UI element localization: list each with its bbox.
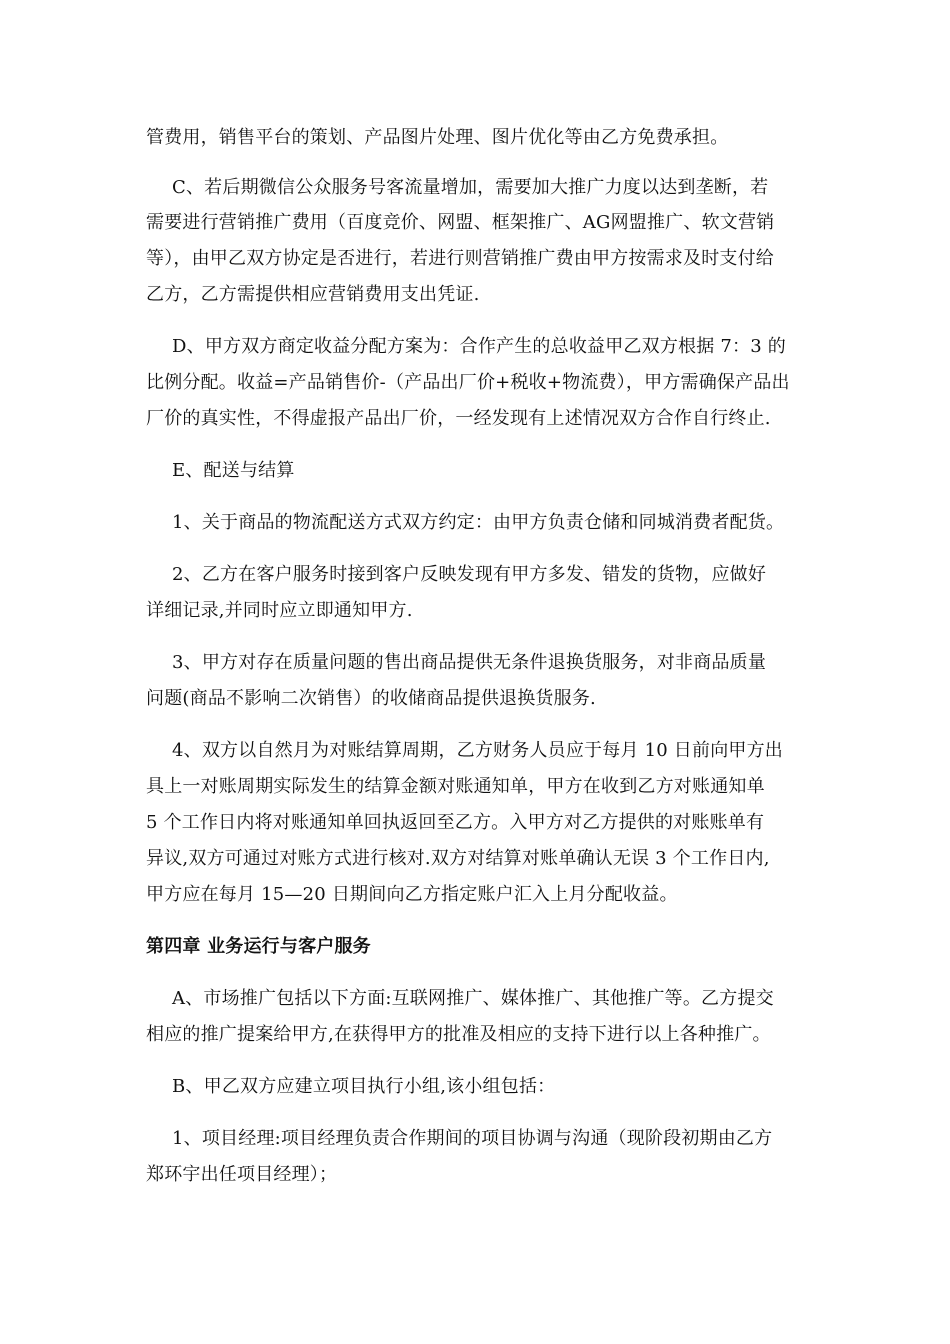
chapter-heading: 第四章 业务运行与客户服务 [146, 936, 371, 957]
paragraph-line: 需要进行营销推广费用（百度竞价、网盟、框架推广、AG网盟推广、软文营销 [146, 212, 775, 233]
paragraph-line: C、若后期微信公众服务号客流量增加，需要加大推广力度以达到垄断，若 [172, 177, 769, 198]
paragraph-line: 具上一对账周期实际发生的结算金额对账通知单，甲方在收到乙方对账通知单 [146, 776, 765, 797]
paragraph-line: 问题(商品不影响二次销售）的收储商品提供退换货服务. [146, 688, 596, 709]
paragraph-line: 乙方，乙方需提供相应营销费用支出凭证. [146, 284, 480, 305]
paragraph-line: 厂价的真实性，不得虚报产品出厂价，一经发现有上述情况双方合作自行终止. [146, 408, 771, 429]
paragraph-line: 3、甲方对存在质量问题的售出商品提供无条件退换货服务，对非商品质量 [172, 652, 767, 673]
paragraph-line: 等），由甲乙双方协定是否进行，若进行则营销推广费由甲方按需求及时支付给 [146, 248, 774, 269]
paragraph-line: 异议,双方可通过对账方式进行核对.双方对结算对账单确认无误 3 个工作日内, [146, 848, 770, 869]
paragraph-line: 1、项目经理:项目经理负责合作期间的项目协调与沟通（现阶段初期由乙方 [172, 1128, 773, 1149]
paragraph-line: 相应的推广提案给甲方,在获得甲方的批准及相应的支持下进行以上各种推广。 [146, 1024, 771, 1045]
paragraph-line: D、甲方双方商定收益分配方案为：合作产生的总收益甲乙双方根据 7：3 的 [172, 336, 786, 357]
paragraph-line: 详细记录,并同时应立即通知甲方. [146, 600, 413, 621]
paragraph-line: 郑环宇出任项目经理）； [146, 1164, 338, 1185]
paragraph-line: 4、双方以自然月为对账结算周期，乙方财务人员应于每月 10 日前向甲方出 [172, 740, 783, 761]
paragraph-line: 比例分配。收益=产品销售价-（产品出厂价+税收+物流费），甲方需确保产品出 [146, 372, 790, 393]
paragraph-line: 1、关于商品的物流配送方式双方约定：由甲方负责仓储和同城消费者配货。 [172, 512, 785, 533]
paragraph-line: 2、乙方在客户服务时接到客户反映发现有甲方多发、错发的货物，应做好 [172, 564, 767, 585]
paragraph-line: 5 个工作日内将对账通知单回执返回至乙方。入甲方对乙方提供的对账账单有 [146, 812, 765, 833]
paragraph-line: 管费用，销售平台的策划、产品图片处理、图片优化等由乙方免费承担。 [146, 127, 729, 148]
paragraph-line: E、配送与结算 [172, 460, 295, 481]
paragraph-line: B、甲乙双方应建立项目执行小组,该小组包括： [172, 1076, 556, 1097]
paragraph-line: 甲方应在每月 15—20 日期间向乙方指定账户汇入上月分配收益。 [146, 884, 678, 905]
paragraph-line: A、市场推广包括以下方面:互联网推广、媒体推广、其他推广等。乙方提交 [172, 988, 774, 1009]
